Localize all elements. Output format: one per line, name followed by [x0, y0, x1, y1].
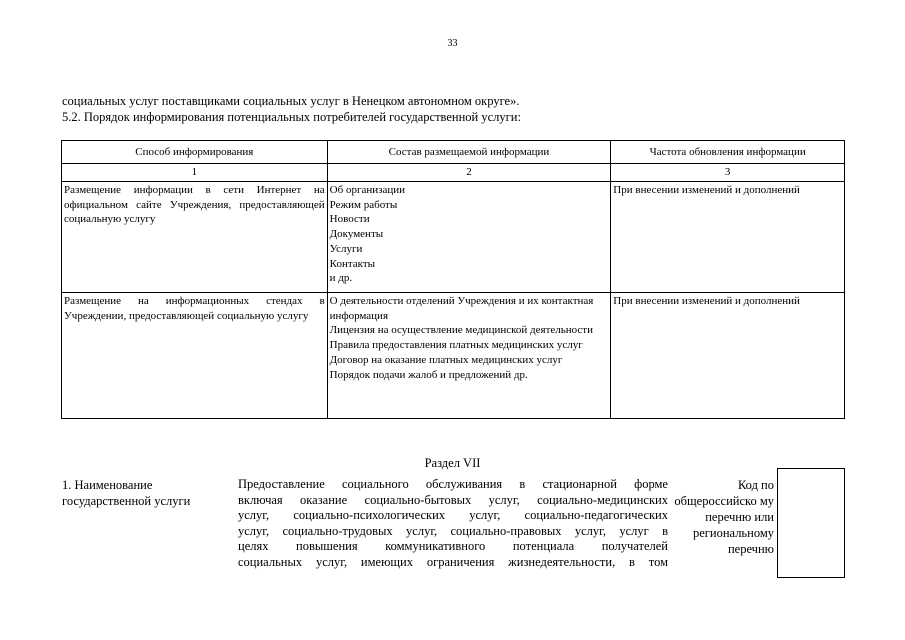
row-1-content	[327, 182, 611, 293]
content-item: Режим работы	[329, 198, 398, 211]
column-number-2: 2	[327, 164, 611, 182]
section-title: Раздел VII	[424, 456, 481, 470]
service-name-label: 1. Наименование государственной услуги	[62, 478, 191, 508]
row-1-method: Размещение информации в сети Интернет на официальном сайте Учреждения, предоставляющей социальную услугу	[62, 182, 328, 293]
code-label: Код по общероссийско му перечню или региональному перечню	[674, 478, 774, 556]
page-number: 33	[447, 38, 458, 49]
intro-line-1: социальных услуг поставщиками социальных услуг в Ненецком автономном округе».	[62, 94, 520, 108]
table-number-row	[62, 164, 845, 182]
table-row	[62, 293, 845, 419]
intro-line-2: 5.2. Порядок информирования потенциальных потребителей государственной услуги:	[62, 110, 521, 124]
table-header-row	[62, 141, 845, 164]
information-table	[61, 140, 845, 419]
content-item: Договор на оказание платных медицинских услуг	[329, 353, 563, 366]
header-frequency: Частота обновления информации	[611, 141, 845, 164]
column-number-3: 3	[611, 164, 845, 182]
column-number-1: 1	[62, 164, 328, 182]
description-line: социальных услуг, имеющих ограничения жизнедеятельности, в том	[238, 554, 668, 569]
row-2-frequency: При внесении изменений и дополнений	[611, 293, 845, 419]
content-item: Услуги	[329, 242, 363, 255]
description-line: включая оказание социально-бытовых услуг, социально-медицинских	[238, 492, 668, 507]
content-item: Лицензия на осуществление медицинской деятельности	[329, 324, 594, 337]
service-description	[238, 477, 668, 571]
content-item: и др.	[329, 272, 353, 285]
content-item: Порядок подачи жалоб и предложений др.	[329, 368, 528, 381]
content-item: О деятельности отделений Учреждения и их контактная информация	[329, 295, 594, 322]
content-item: Правила предоставления платных медицинских услуг	[329, 339, 583, 352]
row-2-content	[327, 293, 611, 419]
row-1-frequency: При внесении изменений и дополнений	[611, 182, 845, 293]
content-item: Новости	[329, 213, 370, 226]
table-row	[62, 182, 845, 293]
description-line: услуг, социально-психологических услуг, социально-педагогических	[238, 508, 668, 523]
description-line: Предоставление социального обслуживания в стационарной форме	[238, 477, 668, 491]
content-item: Об организации	[329, 184, 406, 196]
header-content: Состав размещаемой информации	[327, 141, 611, 164]
header-method: Способ информирования	[62, 141, 328, 164]
content-item: Контакты	[329, 257, 376, 270]
code-box	[777, 468, 845, 578]
description-line: целях повышения коммуникативного потенциала получателей	[238, 539, 668, 554]
content-item: Документы	[329, 228, 384, 241]
row-2-method: Размещение на информационных стендах в Учреждении, предоставляющей социальную услугу	[62, 293, 328, 419]
description-line: услуг, социально-трудовых услуг, социально-правовых услуг, услуг в	[238, 523, 668, 538]
